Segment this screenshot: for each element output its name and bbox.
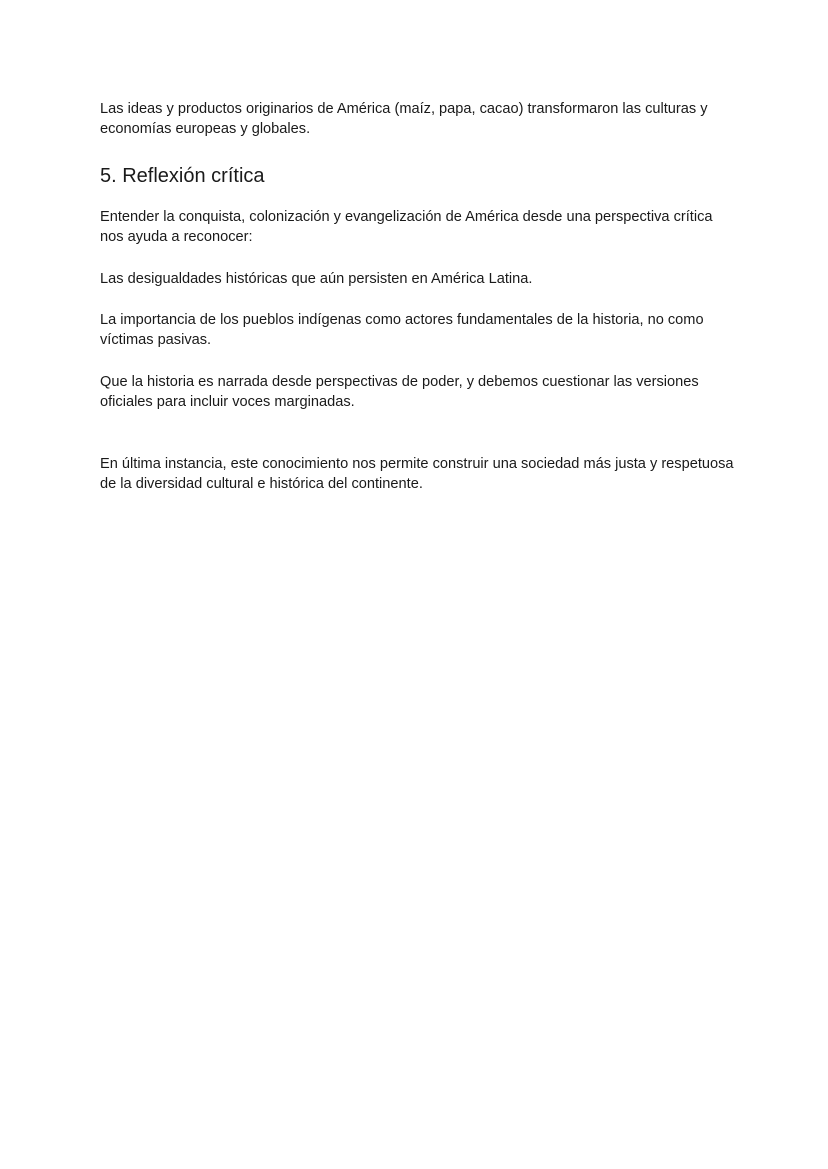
paragraph-intro-critica: Entender la conquista, colonización y evangelización de América desde una perspectiva crítica nos ayuda a reconocer: <box>100 208 713 246</box>
paragraph-pueblos-indigenas: La importancia de los pueblos indígenas como actores fundamentales de la historia, no como víctimas pasivas. <box>100 312 704 349</box>
document-page <box>100 99 740 494</box>
section-heading: 5. Reflexión crítica <box>100 164 265 187</box>
paragraph-perspectivas-poder: Que la historia es narrada desde perspectivas de poder, y debemos cuestionar las versiones oficiales para incluir voces marginadas. <box>100 373 699 411</box>
intro-paragraph: Las ideas y productos originarios de América (maíz, papa, cacao) transformaron las culturas y economías europeas y globales. <box>100 101 708 138</box>
paragraph-desigualdades: Las desigualdades históricas que aún persisten en América Latina. <box>100 270 533 287</box>
paragraph-conclusion: En última instancia, este conocimiento nos permite construir una sociedad más justa y respetuosa de la diversidad cultural e histórica del continente. <box>100 455 734 493</box>
